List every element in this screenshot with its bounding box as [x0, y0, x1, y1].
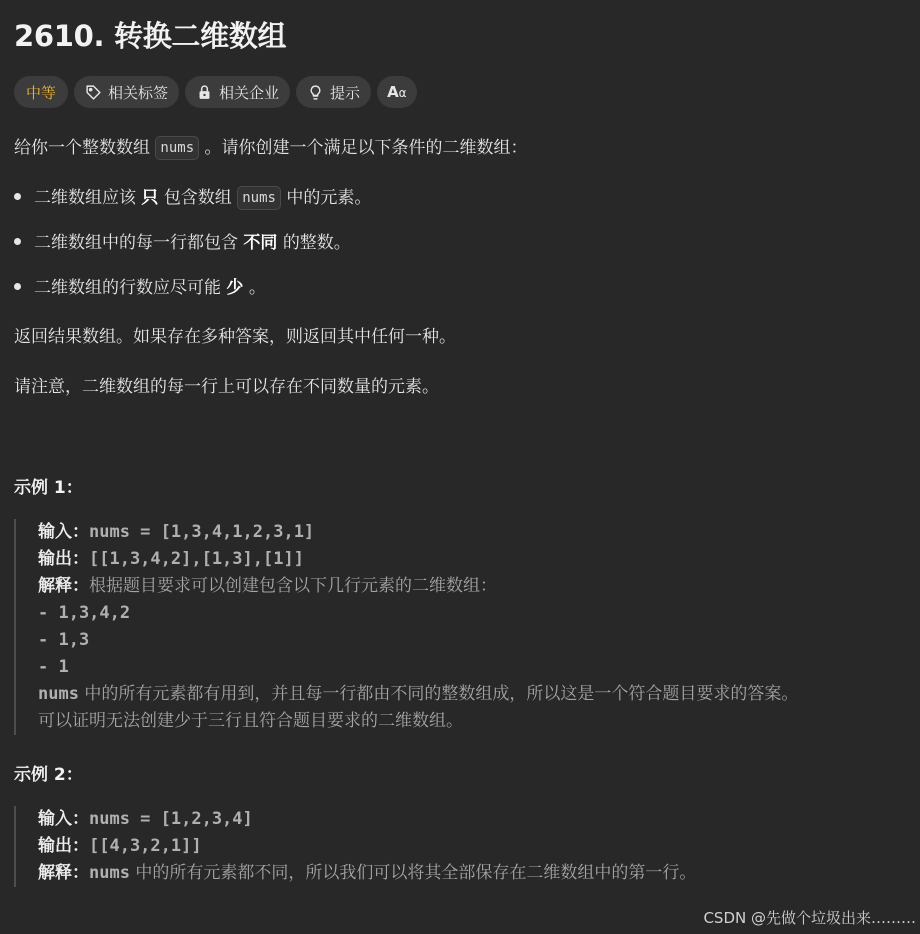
lock-icon	[196, 84, 213, 101]
intro-paragraph: 给你一个整数数组 nums 。请你创建一个满足以下条件的二维数组：	[14, 138, 528, 158]
list-item: 二维数组的行数应尽可能 少 。	[14, 273, 266, 298]
example-input: 输入：nums = [1,3,4,1,2,3,1]	[38, 522, 315, 542]
example-input: 输入：nums = [1,2,3,4]	[38, 809, 253, 829]
inline-code: nums	[237, 186, 281, 210]
related-companies-button[interactable]	[185, 76, 290, 108]
translate-button[interactable]	[377, 76, 417, 108]
related-tags-button[interactable]	[74, 76, 179, 108]
example-row-line: - 1,3	[38, 630, 90, 650]
related-companies-label: 相关企业	[219, 83, 280, 102]
hint-button[interactable]	[296, 76, 371, 108]
example-1-title: 示例 1：	[14, 478, 83, 498]
difficulty-badge[interactable]: 中等	[14, 76, 68, 108]
list-item: 二维数组应该 只 包含数组 nums 中的元素。	[14, 183, 371, 210]
bullet-dot	[14, 193, 21, 200]
bullet-dot	[14, 238, 21, 245]
list-item: 二维数组中的每一行都包含 不同 的整数。	[14, 228, 351, 253]
example-explanation: 解释：nums 中的所有元素都不同，所以我们可以将其全部保存在二维数组中的第一行。	[38, 863, 697, 883]
example-2-block	[14, 806, 696, 887]
example-output: 输出：[[4,3,2,1]]	[38, 836, 202, 856]
inline-code: nums	[155, 136, 199, 160]
return-paragraph: 返回结果数组。如果存在多种答案，则返回其中任何一种。	[14, 327, 456, 347]
bullet-dot	[14, 283, 21, 290]
example-extra-line: 可以证明无法创建少于三行且符合题目要求的二维数组。	[38, 711, 463, 731]
watermark: CSDN @先做个垃圾出来………	[703, 909, 916, 927]
example-extra-line: nums 中的所有元素都有用到，并且每一行都由不同的整数组成，所以这是一个符合题目要求的答案。	[38, 684, 799, 704]
lightbulb-icon	[307, 84, 324, 101]
hint-label: 提示	[330, 83, 361, 102]
example-row-line: - 1,3,4,2	[38, 603, 131, 623]
tag-bar	[14, 76, 417, 108]
tag-icon	[85, 84, 102, 101]
example-2-title: 示例 2：	[14, 765, 83, 785]
problem-title: 2610. 转换二维数组	[14, 19, 287, 53]
example-row-line: - 1	[38, 657, 69, 677]
related-tags-label: 相关标签	[108, 83, 169, 102]
example-output: 输出：[[1,3,4,2],[1,3],[1]]	[38, 549, 304, 569]
translate-icon: Aα	[387, 83, 407, 101]
example-1-block	[14, 519, 798, 735]
note-paragraph: 请注意，二维数组的每一行上可以存在不同数量的元素。	[14, 377, 439, 397]
example-explanation: 解释：根据题目要求可以创建包含以下几行元素的二维数组：	[38, 576, 497, 596]
